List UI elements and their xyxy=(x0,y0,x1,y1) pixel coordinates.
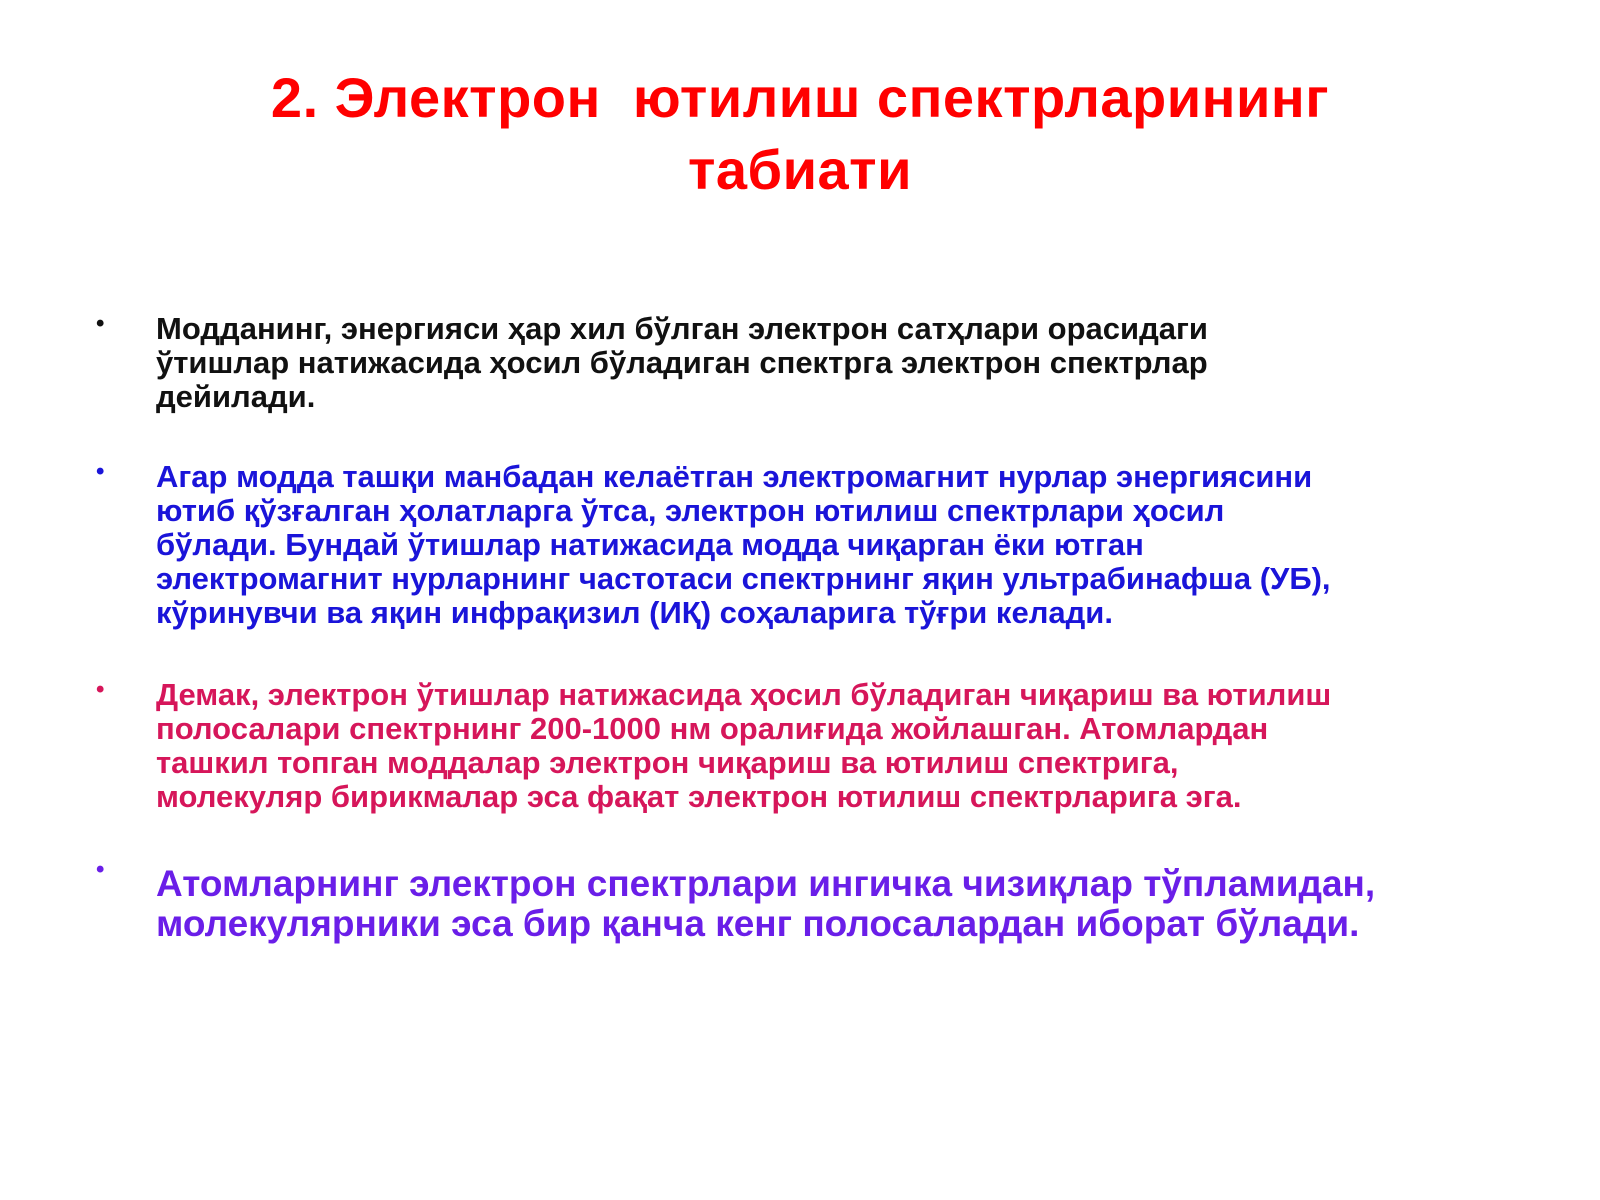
bullet-line: ташкил топган моддалар электрон чиқариш ва ютилиш спектрига, xyxy=(156,745,1179,780)
bullet-text xyxy=(156,678,1516,814)
bullet-marker: • xyxy=(96,310,105,337)
bullet-marker: • xyxy=(96,458,105,485)
bullet-line: электромагнит нурларнинг частотаси спектрнинг яқин ультрабинафша (УБ), xyxy=(156,561,1331,596)
bullet-line: молекуляр бирикмалар эса фақат электрон ютилиш спектрларига эга. xyxy=(156,779,1242,814)
bullet-text xyxy=(156,312,1516,414)
bullet-line: Агар модда ташқи манбадан келаётган электромагнит нурлар энергиясини xyxy=(156,459,1313,494)
bullet-line: ўтишлар натижасида ҳосил бўладиган спектрга электрон спектрлар xyxy=(156,345,1208,380)
bullet-line: полосалари спектрнинг 200-1000 нм оралиғида жойлашган. Атомлардан xyxy=(156,711,1269,746)
bullet-line: молекулярники эса бир қанча кенг полосалардан иборат бўлади. xyxy=(156,903,1360,944)
bullet-line: ютиб қўзғалган ҳолатларга ўтса, электрон ютилиш спектрлари ҳосил xyxy=(156,493,1225,528)
bullet-text xyxy=(156,460,1516,630)
bullet-marker: • xyxy=(96,856,105,883)
bullet-line: дейилади. xyxy=(156,379,316,414)
bullet-line: кўринувчи ва яқин инфрақизил (ИҚ) соҳаларига тўғри келади. xyxy=(156,595,1113,630)
bullet-marker: • xyxy=(96,676,105,703)
bullet-line: бўлади. Бундай ўтишлар натижасида модда чиқарган ёки ютган xyxy=(156,527,1144,562)
slide-title-line: табиати xyxy=(687,138,913,201)
bullet-line: Атомларнинг электрон спектрлари ингичка чизиқлар тўпламидан, xyxy=(156,863,1376,904)
slide-title-line: 2. Электрон ютилиш спектрларининг xyxy=(270,66,1330,129)
bullet-line: Модданинг, энергияси ҳар хил бўлган электрон сатҳлари орасидаги xyxy=(156,311,1208,346)
bullet-text xyxy=(156,864,1516,944)
bullet-line: Демак, электрон ўтишлар натижасида ҳосил бўладиган чиқариш ва ютилиш xyxy=(156,677,1332,712)
